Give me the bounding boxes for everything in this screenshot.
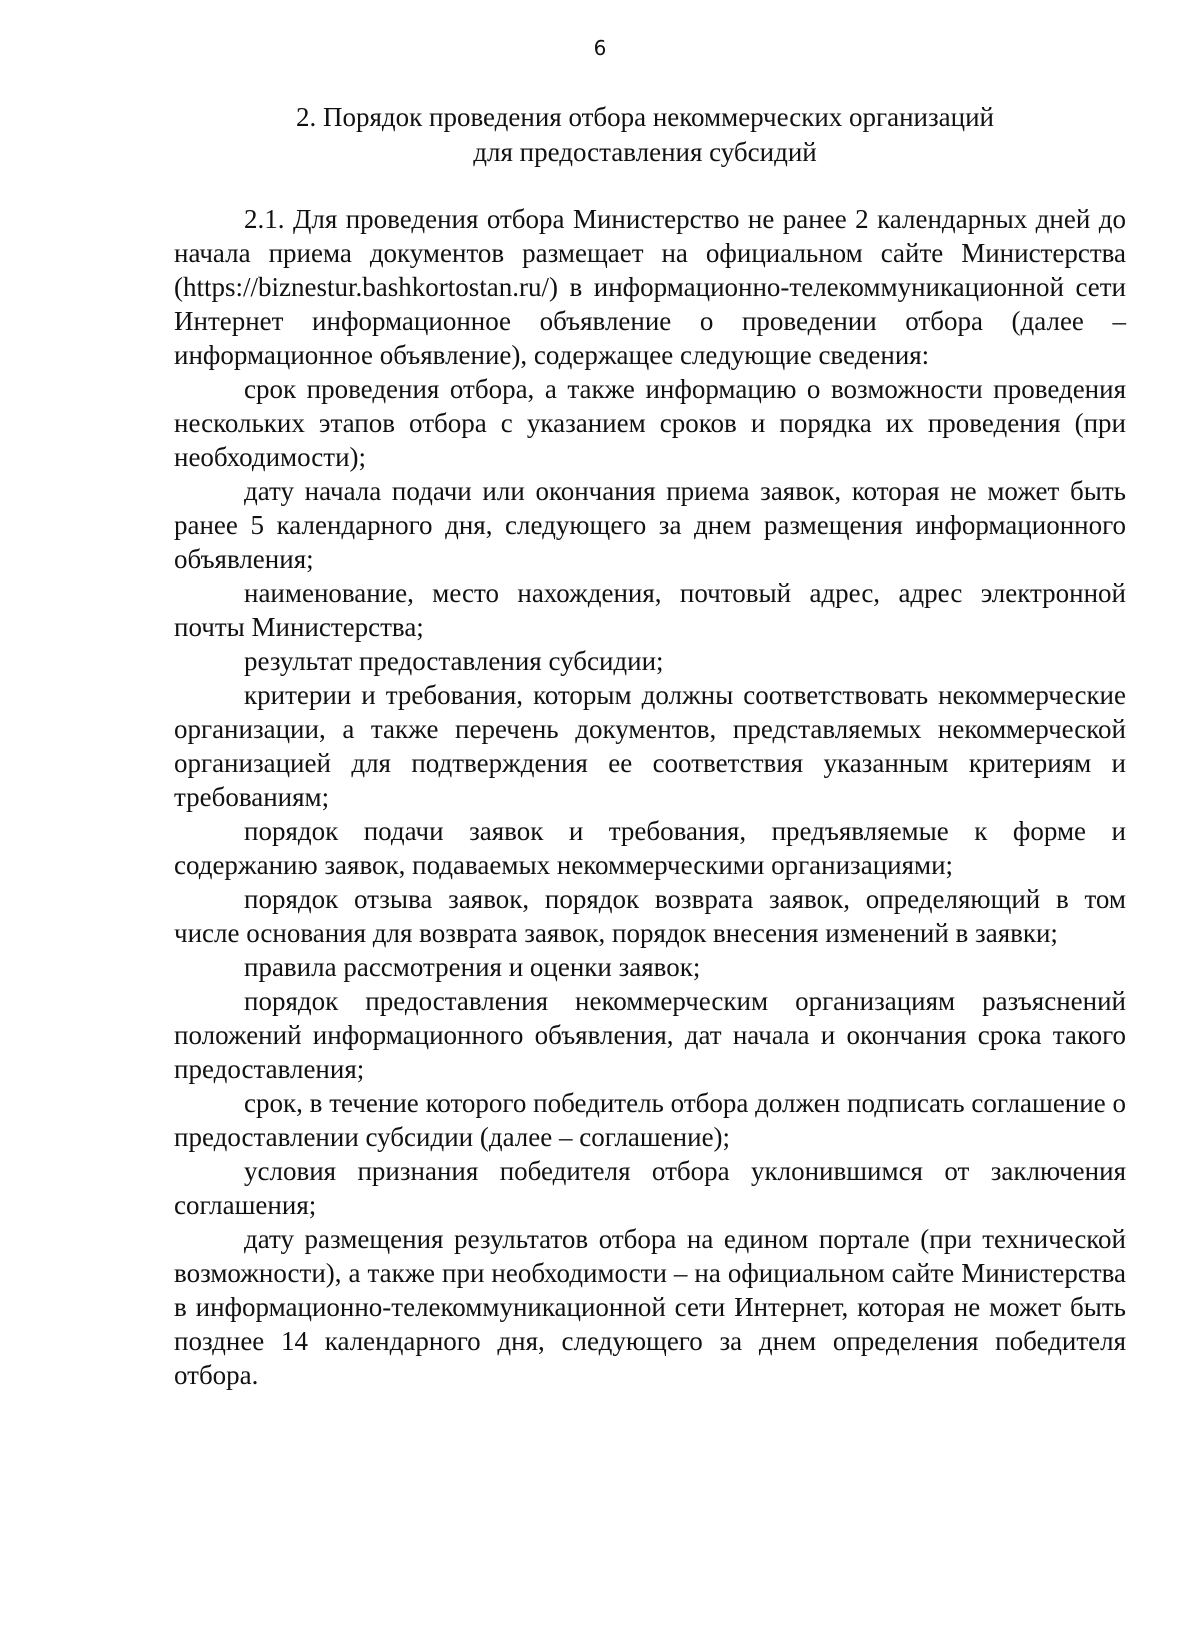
list-item-subsidy-result: результат предоставления субсидии; [244,646,664,676]
list-item-submission-procedure: порядок подачи заявок и требования, предъявляемые к форме и содержанию заявок, подаваемых некоммерческими организациями; [174,816,1126,880]
list-item-evasion-conditions: условия признания победителя отбора уклонившимся от заключения соглашения; [174,1156,1126,1220]
document-body [174,202,1126,1392]
list-item-results-publication: дату размещения результатов отбора на едином портале (при технической возможности), а также при необходимости – на официальном сайте Министерства в информационно-телекоммуникационной сети Интернет, которая не может быть позднее 14 календарного дня, следующего за днем определения победителя отбора. [174,1224,1126,1390]
list-item-clarifications: порядок предоставления некоммерческим организациям разъяснений положений информационного объявления, дат начала и окончания срока такого предоставления; [174,986,1126,1084]
list-item-review-rules: правила рассмотрения и оценки заявок; [244,952,701,982]
list-item-ministry-contacts: наименование, место нахождения, почтовый адрес, адрес электронной почты Министерства; [174,578,1126,642]
list-item-signing-term: срок, в течение которого победитель отбора должен подписать соглашение о предоставлении субсидии (далее – соглашение); [174,1088,1126,1152]
section-title-line-2: для предоставления субсидий [473,137,817,167]
list-item-selection-term: срок проведения отбора, а также информацию о возможности проведения нескольких этапов отбора с указанием сроков и порядка их проведения (при необходимости); [174,374,1126,472]
paragraph-2-1: 2.1. Для проведения отбора Министерство не ранее 2 календарных дней до начала приема документов размещает на официальном сайте Министерства (https://biznestur.bashkortostan.ru/) в информационно-телекоммуникационной сети Интернет информационное объявление о проведении отбора (далее – информационное объявление), содержащее следующие сведения: [174,204,1126,370]
list-item-withdrawal-procedure: порядок отзыва заявок, порядок возврата заявок, определяющий в том числе основания для возврата заявок, порядок внесения изменений в заявки; [174,884,1126,948]
section-heading [150,100,1140,170]
section-title-line-1: 2. Порядок проведения отбора некоммерческих организаций [295,102,995,132]
list-item-application-dates: дату начала подачи или окончания приема заявок, которая не может быть ранее 5 календарного дня, следующего за днем размещения информационного объявления; [174,476,1126,574]
page-number: 6 [593,36,607,60]
list-item-criteria: критерии и требования, которым должны соответствовать некоммерческие организации, а также перечень документов, представляемых некоммерческой организацией для подтверждения ее соответствия указанным критериям и требованиям; [174,680,1126,812]
